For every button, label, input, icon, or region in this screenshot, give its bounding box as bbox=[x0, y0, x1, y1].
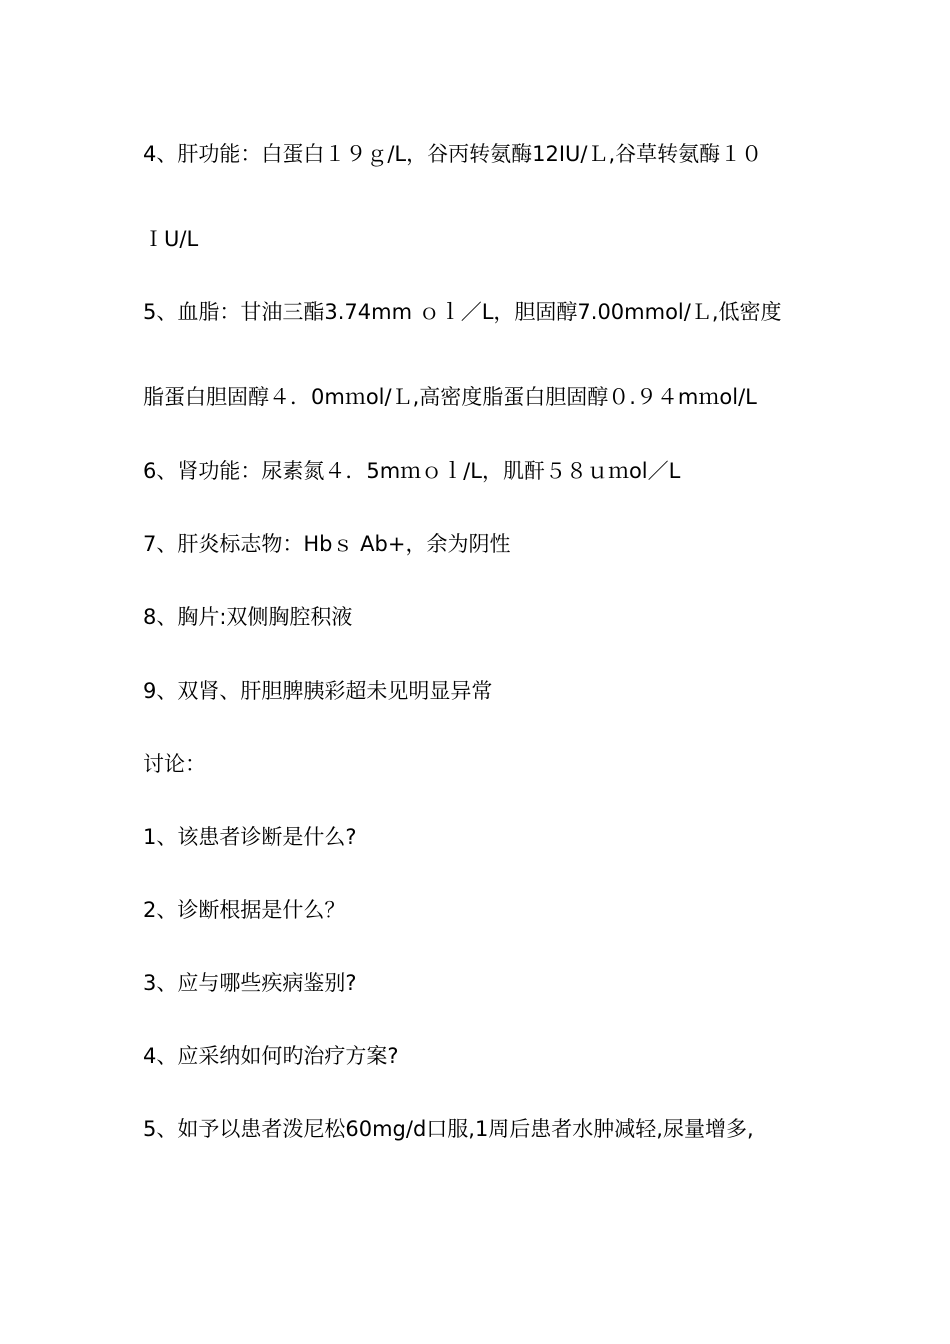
question-3: 3、应与哪些疾病鉴别? bbox=[143, 971, 357, 995]
question-4: 4、应采纳如何旳治疗方案? bbox=[143, 1044, 399, 1068]
liver-function-line: 4、肝功能：白蛋白１９ｇ/L，谷丙转氨酶12IU/Ｌ,谷草转氨酶１０ bbox=[143, 142, 763, 166]
chest-xray-line: 8、胸片:双侧胸腔积液 bbox=[143, 605, 353, 629]
liver-function-line-continued: ＩU/L bbox=[143, 227, 199, 251]
renal-function-line: 6、肾功能：尿素氮４．5mｍｏｌ/L，肌酐５８ｕｍol／L bbox=[143, 459, 681, 483]
ultrasound-line: 9、双肾、肝胆脾胰彩超未见明显异常 bbox=[143, 679, 493, 703]
blood-lipid-line-continued: 脂蛋白胆固醇４．0mｍol/Ｌ,高密度脂蛋白胆固醇０.９４mｍol/L bbox=[143, 385, 757, 409]
discussion-heading: 讨论： bbox=[143, 752, 206, 776]
question-2: 2、诊断根据是什么？ bbox=[143, 898, 346, 922]
question-5: 5、如予以患者泼尼松60mg/d口服,1周后患者水肿减轻,尿量增多, bbox=[143, 1117, 754, 1141]
hepatitis-markers-line: 7、肝炎标志物：Hbｓ Ab+，余为阴性 bbox=[143, 532, 511, 556]
blood-lipid-line: 5、血脂：甘油三酯3.74mm ｏｌ／L，胆固醇7.00mmol/Ｌ,低密度 bbox=[143, 300, 782, 324]
question-1: 1、该患者诊断是什么? bbox=[143, 825, 357, 849]
